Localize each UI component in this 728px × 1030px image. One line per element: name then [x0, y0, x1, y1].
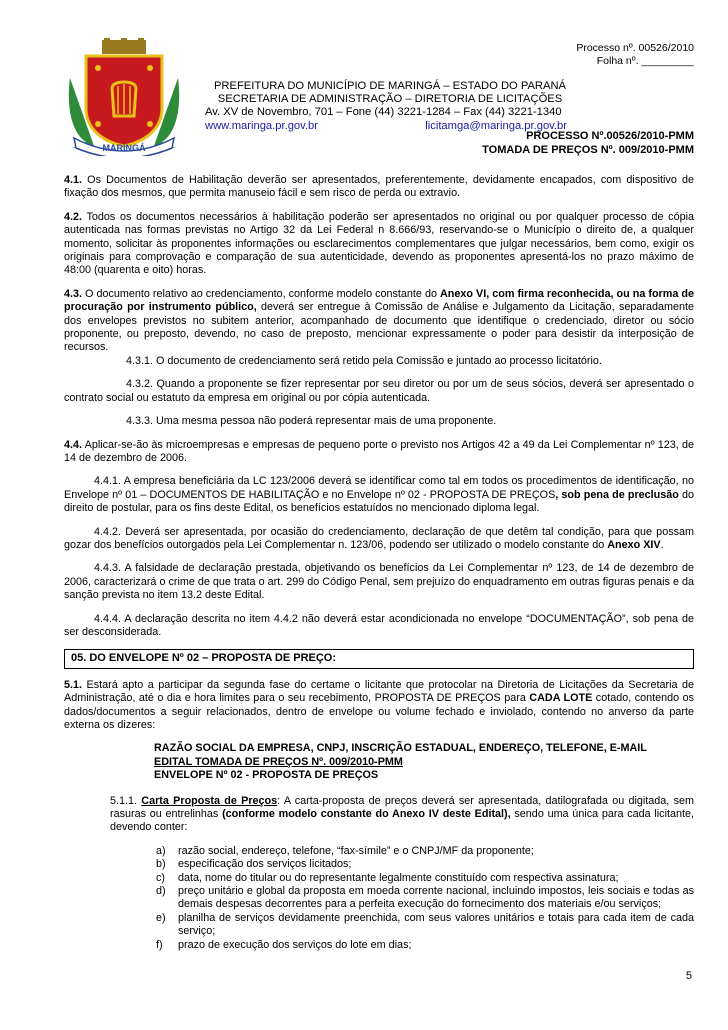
item-number: 4.1.	[64, 174, 83, 186]
list-marker: a)	[156, 844, 166, 857]
list-item	[156, 939, 694, 952]
paragraph-4-3-1: 4.3.1. O documento de credenciamento será retido pela Comissão e juntado ao processo licitatório.	[126, 354, 602, 367]
envelope-line-3: ENVELOPE Nº 02 - PROPOSTA DE PREÇOS	[154, 769, 379, 782]
paragraph-text: do direito de postular, para os fins deste Edital, os benefícios estatuídos no mencionado diploma legal.	[64, 488, 695, 515]
website-link[interactable]: www.maringa.pr.gov.br	[205, 119, 318, 132]
list-item-text: prazo de execução dos serviços do lote em dias;	[178, 938, 412, 951]
paragraph-4-4-1	[64, 475, 694, 515]
paragraph-text: Aplicar-se-ão às microempresas e empresas de pequeno porte o previsto nos Artigos 42 a 49 da Lei Complementar nº 123, de 14 de dezembro de 2006.	[64, 438, 694, 464]
paragraph-text: Estará apto a participar da segunda fase do certame o licitante que protocolar na Diretoria de Licitações da Secretaria de Administração, até o dia e hora limites para o seu recebimento, PROPOSTA DE PREÇOS para	[64, 678, 694, 705]
list-marker: f)	[156, 938, 163, 951]
envelope-line-1: RAZÃO SOCIAL DA EMPRESA, CNPJ, INSCRIÇÃO ESTADUAL, ENDEREÇO, TELEFONE, E-MAIL	[154, 742, 647, 755]
item-number: 4.4.	[64, 438, 83, 451]
paragraph-4-4	[64, 439, 694, 466]
paragraph-4-3	[64, 288, 694, 355]
process-number-bold: PROCESSO Nº.00526/2010-PMM	[526, 130, 694, 142]
paragraph-text: sendo uma única para cada licitante, devendo conter:	[110, 808, 694, 834]
proposal-requirements-list	[64, 845, 694, 952]
list-item	[156, 885, 694, 912]
paragraph-text: cotado, contendo os dados/documentos a seguir relacionados, dentro de envelope ou volume fechado e inviolado, contendo no anverso da parte externa os dizeres:	[64, 692, 694, 731]
list-marker: c)	[156, 871, 165, 884]
paragraph-4-4-2	[64, 526, 694, 553]
envelope-label-block	[64, 742, 694, 782]
paragraph-5-1	[64, 679, 694, 733]
document-body	[64, 174, 694, 952]
list-marker: e)	[156, 911, 166, 924]
paragraph-text: 4.4.2. Deverá ser apresentada, por ocasião do credenciamento, declaração de que detêm tal condição, para que possam gozar dos benefícios outorgados pela Lei Complementar n. 123/06, podendo ser utilizado o modelo constante do	[64, 525, 694, 551]
paragraph-4-4-4: 4.4.4. A declaração descrita no item 4.4.2 não deverá estar acondicionada no envelope “DOCUMENTAÇÃO”, sob pena de ser desconsiderada.	[64, 612, 694, 638]
list-item-text: razão social, endereço, telefone, “fax-símile” e o CNPJ/MF da proponente;	[178, 844, 534, 857]
paragraph-text: O documento relativo ao credenciamento, conforme modelo constante do	[82, 287, 440, 300]
list-item	[156, 912, 694, 939]
paragraph-text: : A carta-proposta de preços deverá ser apresentada, datilografada ou digitada, sem rasuras ou entrelinhas	[110, 794, 694, 821]
paragraph-4-4-3: 4.4.3. A falsidade de declaração prestada, objetivando os benefícios da Lei Complementar nº 123, de 14 de dezembro de 2006, caracterizará o crime de que trata o art. 299 do Código Penal, sem prejuízo do enquadramento em outras figuras penais e da sanção prevista no item 13.2 deste Edital.	[64, 562, 694, 602]
list-item	[156, 845, 694, 858]
paragraph-4-3-2: 4.3.2. Quando a proponente se fizer representar por seu diretor ou por um de seus sócios, deverá ser apresentado o contrato social ou estatuto da empresa em original ou por cópia autenticada.	[64, 378, 694, 404]
list-item	[156, 858, 694, 871]
section-05-heading: 05. DO ENVELOPE Nº 02 – PROPOSTA DE PREÇO:	[64, 649, 694, 668]
letterhead-prefeitura: PREFEITURA DO MUNICÍPIO DE MARINGÁ – ESTADO DO PARANÁ	[213, 80, 567, 92]
item-number: 4.2.	[64, 210, 83, 223]
crest-text: MARINGÁ	[102, 143, 146, 153]
list-item-text: planilha de serviços devidamente preenchida, com seus valores unitários e totais para cada item de cada serviço;	[178, 911, 694, 938]
email-link[interactable]: licitamga@maringa.pr.gov.br	[425, 119, 567, 132]
paragraph-text: . A empresa beneficiária da LC 123/2006 deverá se identificar como tal em todos os procedimentos de identificação, no Envelope nº 01 – DOCUMENTOS DE HABILITAÇÃO e no Envelope nº 02 - PROPOSTA DE PREÇOS	[64, 475, 694, 501]
list-marker: d)	[156, 885, 166, 898]
paragraph-text: Os Documentos de Habilitação deverão ser apresentados, preferentemente, devidamente encapados, com dispositivo de fixação dos mesmos, que permita manuseio fácil e sem risco de perda ou extravio.	[64, 174, 694, 200]
list-item-text: data, nome do titular ou do representante legalmente constituído com respectiva assinatura;	[178, 871, 619, 884]
item-number: 4.4.1	[94, 475, 119, 488]
paragraph-emphasis: , sob pena de preclusão	[555, 488, 679, 501]
process-reference	[454, 42, 694, 68]
paragraph-emphasis: Anexo XIV	[607, 538, 661, 551]
paragraph-4-2	[64, 211, 694, 278]
item-number: 5.1.1.	[110, 794, 142, 807]
paragraph-emphasis: CADA LOTE	[529, 692, 593, 705]
maringa-coat-of-arms-logo	[64, 38, 184, 156]
letterhead	[205, 80, 575, 133]
item-number: 4.3.	[64, 287, 83, 300]
list-marker: b)	[156, 858, 166, 871]
tomada-precos-title: TOMADA DE PREÇOS Nº. 009/2010-PMM	[482, 143, 694, 156]
letterhead-secretaria: SECRETARIA DE ADMINISTRAÇÃO – DIRETORIA DE LICITAÇÕES	[217, 93, 563, 106]
process-number-top: Processo nº. 00526/2010	[576, 42, 694, 54]
list-item	[156, 872, 694, 885]
letterhead-address: Av. XV de Novembro, 701 – Fone (44) 3221-1284 – Fax (44) 3221-1340	[205, 106, 562, 119]
process-title	[334, 130, 694, 157]
paragraph-text: Todos os documentos necessários à habilitação poderão ser apresentados no original ou por qualquer processo de cópia autenticada nas formas previstas no Artigo 32 da Lei Federal n 8.666/93, reservando-se o Município o direito de, a qualquer momento, solicitar às proponentes informações ou esclarecimentos complementares que julgar necessários, bem como, exigir os originais para comprovação e comparação de sua autenticidade, devendo as proponentes apresentá-los no prazo máximo de 48:00 (quarenta e oito) horas.	[64, 210, 694, 277]
item-number: 5.1.	[64, 678, 83, 691]
paragraph-emphasis: Anexo VI, com firma reconhecida, ou na forma de procuração por instrumento público,	[64, 287, 694, 314]
paragraph-text: .	[660, 538, 664, 551]
paragraph-4-1	[64, 174, 694, 201]
list-item-text: especificação dos serviços licitados;	[178, 858, 352, 871]
page-number: 5	[685, 970, 692, 982]
paragraph-5-1-1	[64, 795, 694, 835]
list-item-text: preço unitário e global da proposta em moeda corrente nacional, incluindo impostos, leis sociais e todas as demais despesas decorrentes para a perfeita execução do fornecimento dos materiais e/ou serviços;	[178, 885, 694, 911]
paragraph-title: Carta Proposta de Preços	[141, 794, 278, 807]
envelope-line-2: EDITAL TOMADA DE PREÇOS Nº. 009/2010-PMM	[154, 755, 403, 768]
paragraph-4-3-3: 4.3.3. Uma mesma pessoa não poderá representar mais de uma proponente.	[126, 415, 497, 428]
paragraph-emphasis: (conforme modelo constante do Anexo IV deste Edital),	[222, 808, 511, 821]
folha-number: Folha nº. _________	[596, 55, 694, 67]
paragraph-text: deverá ser entregue à Comissão de Análise e Julgamento da Licitação, separadamente dos envelopes previstos no subitem anterior, acompanhado de documento que identifique o credenciado, diretor ou sócio proponente, ou preposto, devendo, no caso de preposto, mencionar expressamente o poder para desistir da interposição de recursos.	[64, 301, 694, 354]
